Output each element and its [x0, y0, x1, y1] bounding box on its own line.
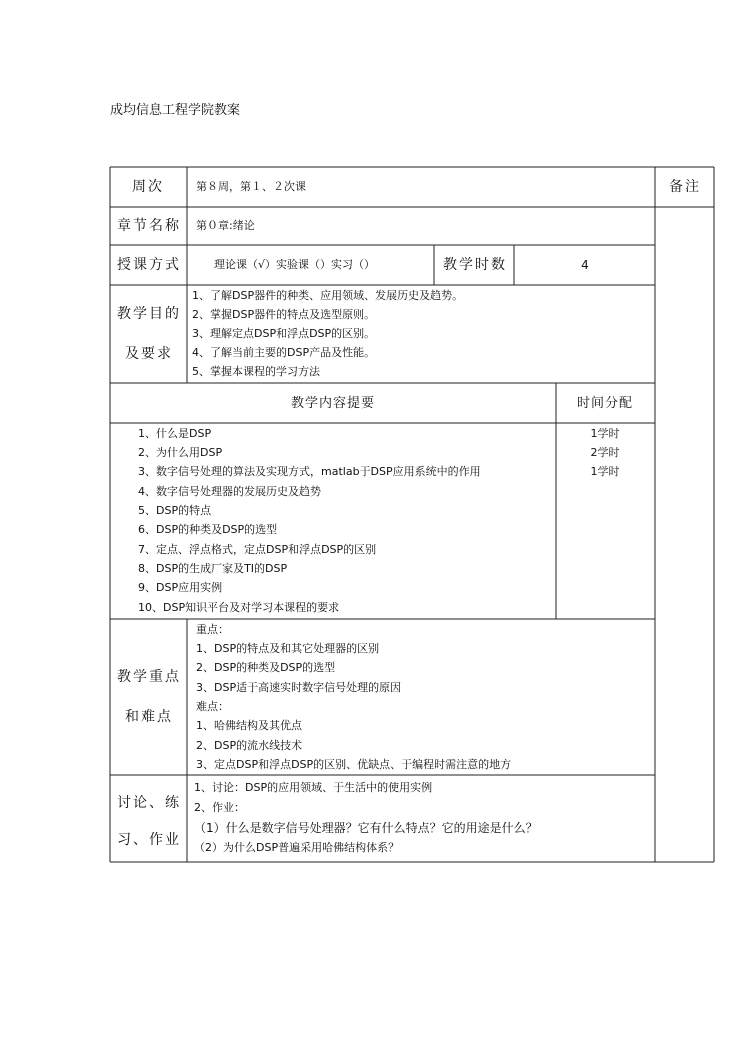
discussion-item: （2）为什么DSP普遍采用哈佛结构体系？ [194, 841, 400, 854]
content-item: 4、数字信号处理器的发展历史及趋势 [138, 485, 321, 498]
keypoints-label-line1: 教学重点 [117, 669, 181, 685]
hard-item: 1、哈佛结构及其优点 [196, 719, 302, 732]
document-header-title: 成均信息工程学院教案 [110, 103, 241, 118]
mode-value: 理论课（√）实验课（）实习（） [214, 258, 376, 271]
content-item: 6、DSP的种类及DSP的选型 [138, 523, 278, 536]
objectives-label-line2: 及要求 [125, 346, 173, 362]
week-value: 第８周，第１、２次课 [196, 180, 306, 193]
time-item: 1学时 [590, 465, 620, 478]
chapter-label: 章节名称 [117, 218, 181, 234]
mode-label: 授课方式 [117, 257, 181, 273]
key-item: 3、DSP适于高速实时数字信号处理的原因 [196, 681, 402, 694]
objectives-label-line1: 教学目的 [117, 306, 181, 322]
discussion-item: 2、作业： [194, 801, 245, 814]
time-item: 1学时 [590, 427, 620, 440]
discussion-label-line1: 讨论、练 [117, 795, 181, 811]
week-label: 周次 [132, 179, 164, 195]
hours-value: 4 [581, 258, 589, 272]
content-item: 5、DSP的特点 [138, 504, 212, 517]
objective-item: 2、掌握DSP器件的特点及选型原则。 [192, 308, 376, 321]
key-item: 1、DSP的特点及和其它处理器的区别 [196, 642, 380, 655]
hard-item: 2、DSP的流水线技术 [196, 739, 303, 752]
content-item: 10、DSP知识平台及对学习本课程的要求 [138, 601, 340, 614]
time-header: 时间分配 [576, 396, 634, 411]
key-title: 重点： [196, 623, 229, 636]
content-item: 7、定点、浮点格式，定点DSP和浮点DSP的区别 [138, 543, 377, 556]
keypoints-label-line2: 和难点 [125, 709, 173, 725]
objective-item: 3、理解定点DSP和浮点DSP的区别。 [192, 327, 376, 340]
hard-title: 难点： [196, 700, 229, 713]
content-item: 3、数字信号处理的算法及实现方式，matlab于DSP应用系统中的作用 [138, 465, 481, 478]
content-item: 9、DSP应用实例 [138, 581, 223, 594]
discussion-label-line2: 习、作业 [117, 832, 181, 848]
content-header: 教学内容提要 [290, 396, 376, 411]
hard-item: 3、定点DSP和浮点DSP的区别、优缺点、于编程时需注意的地方 [196, 758, 512, 771]
objective-item: 1、了解DSP器件的种类、应用领域、发展历史及趋势。 [192, 289, 464, 302]
discussion-item: 1、讨论：DSP的应用领域、于生活中的使用实例 [194, 781, 433, 794]
content-item: 1、什么是DSP [138, 427, 212, 440]
content-item: 2、为什么用DSP [138, 446, 223, 459]
discussion-item: （1）什么是数字信号处理器？它有什么特点？它的用途是什么？ [194, 821, 538, 835]
remarks-label: 备注 [669, 179, 701, 195]
objective-item: 4、了解当前主要的DSP产品及性能。 [192, 346, 376, 359]
time-item: 2学时 [590, 446, 620, 459]
chapter-value: 第０章:绪论 [196, 219, 255, 232]
objective-item: 5、掌握本课程的学习方法 [192, 365, 320, 378]
hours-label: 教学时数 [443, 257, 507, 273]
content-item: 8、DSP的生成厂家及TI的DSP [138, 562, 288, 575]
key-item: 2、DSP的种类及DSP的选型 [196, 661, 336, 674]
